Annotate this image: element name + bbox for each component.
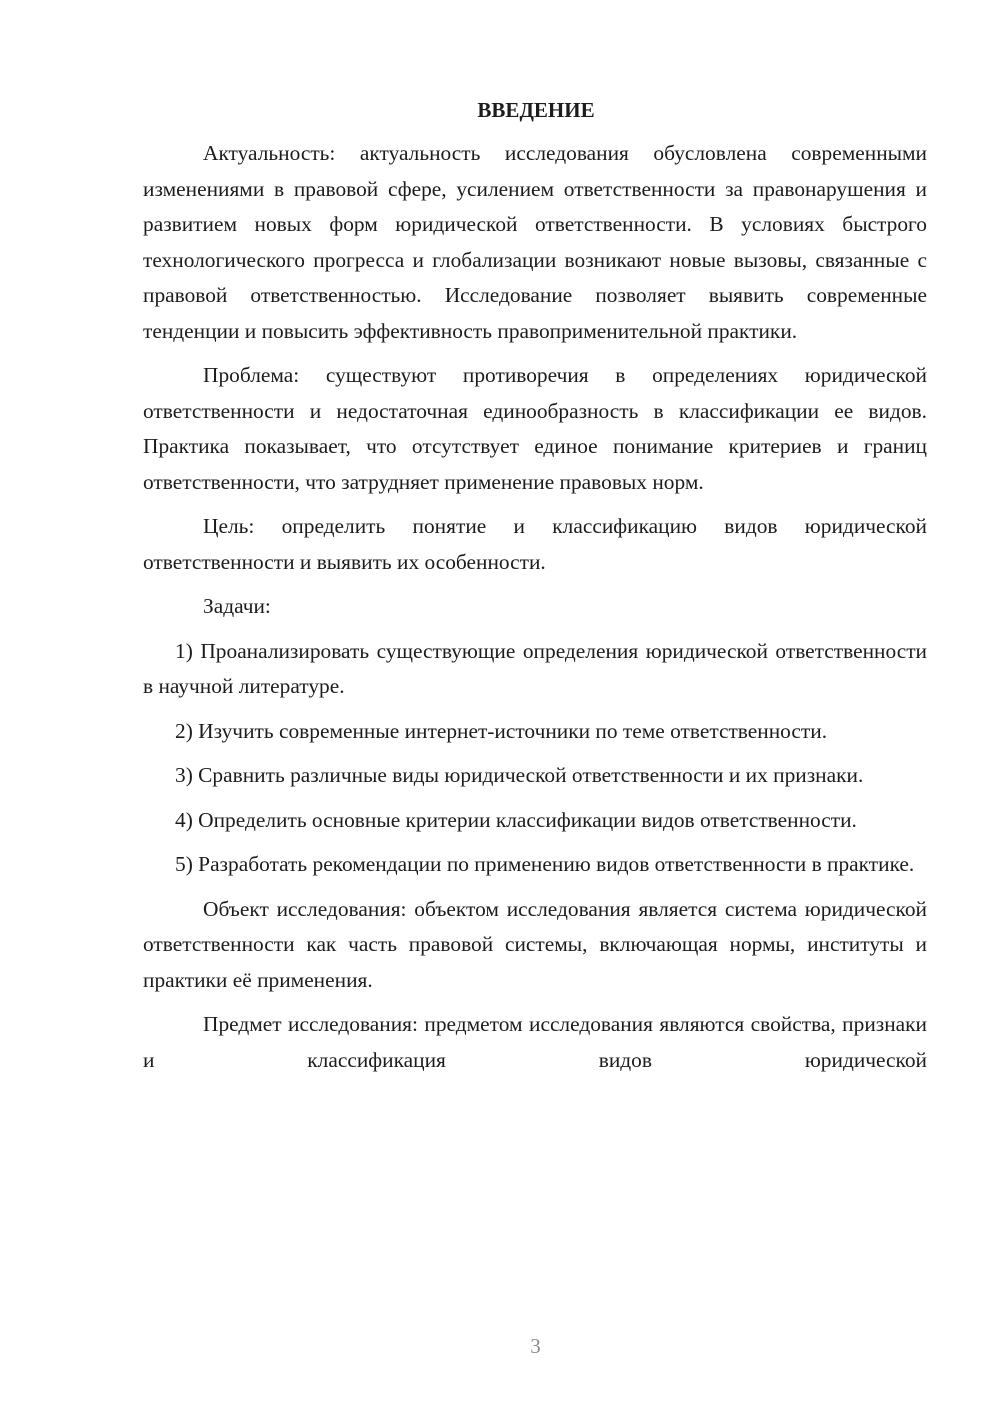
task-item-3: 3) Сравнить различные виды юридической ответственности и их признаки.	[175, 763, 864, 787]
page-title: ВВЕДЕНИЕ	[477, 98, 595, 122]
document-body	[143, 94, 927, 1078]
page-number: 3	[530, 1334, 541, 1358]
task-item-4: 4) Определить основные критерии классификации видов ответственности.	[175, 807, 857, 832]
task-item-2: 2) Изучить современные интернет-источники по теме ответственности.	[175, 718, 828, 743]
task-item-1: 1) Проанализировать существующие определения юридической ответственности в научной литературе.	[143, 638, 927, 698]
paragraph-problem: Проблема: существуют противоречия в определениях юридической ответственности и недостаточная единообразность в классификации ее видов. Практика показывает, что отсутствует единое понимание критериев и границ ответственности, что затрудняет применение правовых норм.	[143, 363, 927, 494]
paragraph-subject: Предмет исследования: предметом исследования являются свойства, признаки и классификация видов юридической	[143, 1012, 927, 1072]
paragraph-object: Объект исследования: объектом исследования является система юридической ответственности как часть правовой системы, включающая нормы, институты и практики её применения.	[143, 896, 927, 992]
paragraph-relevance: Актуальность: актуальность исследования обусловлена современными изменениями в правовой сфере, усилением ответственности за правонарушения и развитием новых форм юридической ответственности. В условиях быстрого технологического прогресса и глобализации возникают новые вызовы, связанные с правовой ответственностью. Исследование позволяет выявить современные тенденции и повысить эффективность правоприменительной практики.	[143, 141, 927, 343]
paragraph-tasks-heading: Задачи:	[203, 594, 271, 618]
paragraph-goal: Цель: определить понятие и классификацию видов юридической ответственности и выявить их особенности.	[143, 514, 927, 574]
task-item-5: 5) Разработать рекомендации по применению видов ответственности в практике.	[175, 852, 915, 876]
